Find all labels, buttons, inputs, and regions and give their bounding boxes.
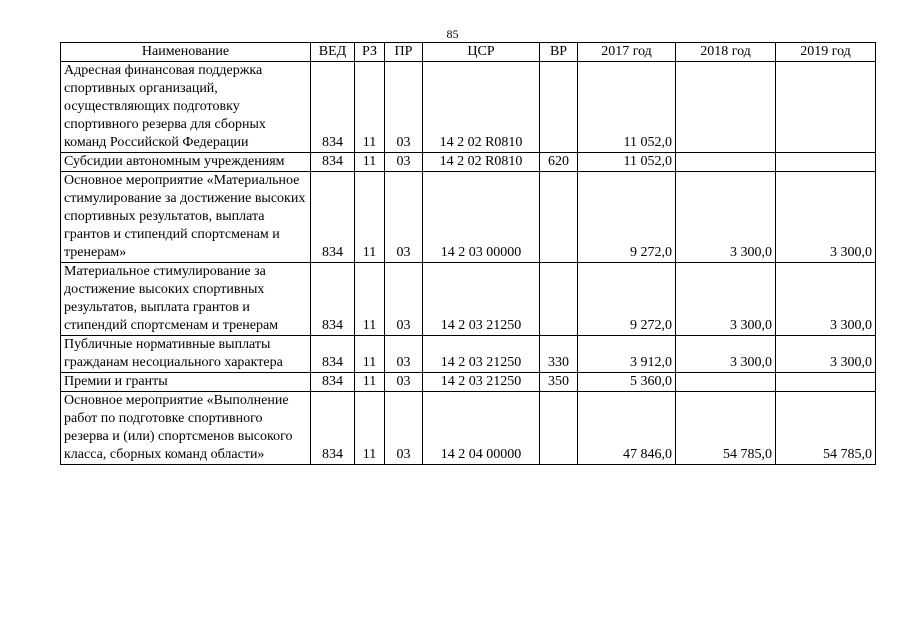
row-2019: 3 300,0 — [776, 172, 876, 263]
table-row — [61, 153, 876, 172]
row-2018: 3 300,0 — [676, 263, 776, 336]
row-pr: 03 — [385, 373, 423, 392]
row-vr: 620 — [540, 153, 578, 172]
row-vr: 330 — [540, 336, 578, 373]
row-2018: 3 300,0 — [676, 336, 776, 373]
row-ved: 834 — [311, 373, 355, 392]
row-pr: 03 — [385, 172, 423, 263]
row-rz: 11 — [355, 336, 385, 373]
row-2019 — [776, 153, 876, 172]
row-2018: 3 300,0 — [676, 172, 776, 263]
table-row — [61, 263, 876, 336]
row-rz: 11 — [355, 153, 385, 172]
row-2017: 9 272,0 — [578, 172, 676, 263]
budget-table — [60, 42, 876, 465]
row-name: Субсидии автономным учреждениям — [61, 153, 311, 172]
table-row — [61, 392, 876, 465]
row-ved: 834 — [311, 62, 355, 153]
table-row — [61, 373, 876, 392]
page-number: 85 — [446, 27, 459, 41]
row-rz: 11 — [355, 172, 385, 263]
row-name: Адресная финансовая поддержка спортивных организаций, осуществляющих подготовку спортивного резерва для сборных команд Российской Федерации — [61, 62, 311, 153]
row-ved: 834 — [311, 392, 355, 465]
row-vr: 350 — [540, 373, 578, 392]
row-csr: 14 2 03 21250 — [423, 263, 540, 336]
row-pr: 03 — [385, 263, 423, 336]
header-name: Наименование — [61, 43, 311, 62]
header-2019: 2019 год — [776, 43, 876, 62]
row-name: Основное мероприятие «Материальное стимулирование за достижение высоких спортивных результатов, выплата грантов и стипендий спортсменам и тренерам» — [61, 172, 311, 263]
row-vr — [540, 62, 578, 153]
header-pr: ПР — [385, 43, 423, 62]
row-csr: 14 2 03 21250 — [423, 373, 540, 392]
row-2018 — [676, 62, 776, 153]
row-2017: 5 360,0 — [578, 373, 676, 392]
row-rz: 11 — [355, 373, 385, 392]
row-csr: 14 2 03 00000 — [423, 172, 540, 263]
header-vr: ВР — [540, 43, 578, 62]
header-2018: 2018 год — [676, 43, 776, 62]
row-ved: 834 — [311, 336, 355, 373]
row-2019: 54 785,0 — [776, 392, 876, 465]
row-2017: 9 272,0 — [578, 263, 676, 336]
row-2017: 3 912,0 — [578, 336, 676, 373]
row-2019 — [776, 62, 876, 153]
row-2018: 54 785,0 — [676, 392, 776, 465]
header-csr: ЦСР — [423, 43, 540, 62]
row-2017: 11 052,0 — [578, 62, 676, 153]
row-rz: 11 — [355, 263, 385, 336]
row-2019: 3 300,0 — [776, 336, 876, 373]
row-pr: 03 — [385, 62, 423, 153]
row-rz: 11 — [355, 62, 385, 153]
row-name: Публичные нормативные выплаты гражданам несоциального характера — [61, 336, 311, 373]
table-row — [61, 62, 876, 153]
row-name: Премии и гранты — [61, 373, 311, 392]
row-csr: 14 2 04 00000 — [423, 392, 540, 465]
row-pr: 03 — [385, 392, 423, 465]
header-2017: 2017 год — [578, 43, 676, 62]
row-2019 — [776, 373, 876, 392]
row-vr — [540, 263, 578, 336]
row-2017: 47 846,0 — [578, 392, 676, 465]
header-rz: РЗ — [355, 43, 385, 62]
table-row — [61, 336, 876, 373]
row-csr: 14 2 02 R0810 — [423, 62, 540, 153]
row-csr: 14 2 02 R0810 — [423, 153, 540, 172]
row-ved: 834 — [311, 153, 355, 172]
row-2018 — [676, 373, 776, 392]
table-header-row — [61, 43, 876, 62]
row-ved: 834 — [311, 263, 355, 336]
row-2018 — [676, 153, 776, 172]
header-ved: ВЕД — [311, 43, 355, 62]
row-2017: 11 052,0 — [578, 153, 676, 172]
row-name: Основное мероприятие «Выполнение работ по подготовке спортивного резерва и (или) спортсменов высокого класса, сборных команд области» — [61, 392, 311, 465]
row-csr: 14 2 03 21250 — [423, 336, 540, 373]
row-vr — [540, 172, 578, 263]
row-pr: 03 — [385, 153, 423, 172]
row-vr — [540, 392, 578, 465]
row-pr: 03 — [385, 336, 423, 373]
row-ved: 834 — [311, 172, 355, 263]
table-row — [61, 172, 876, 263]
row-rz: 11 — [355, 392, 385, 465]
row-name: Материальное стимулирование за достижение высоких спортивных результатов, выплата грантов и стипендий спортсменам и тренерам — [61, 263, 311, 336]
row-2019: 3 300,0 — [776, 263, 876, 336]
